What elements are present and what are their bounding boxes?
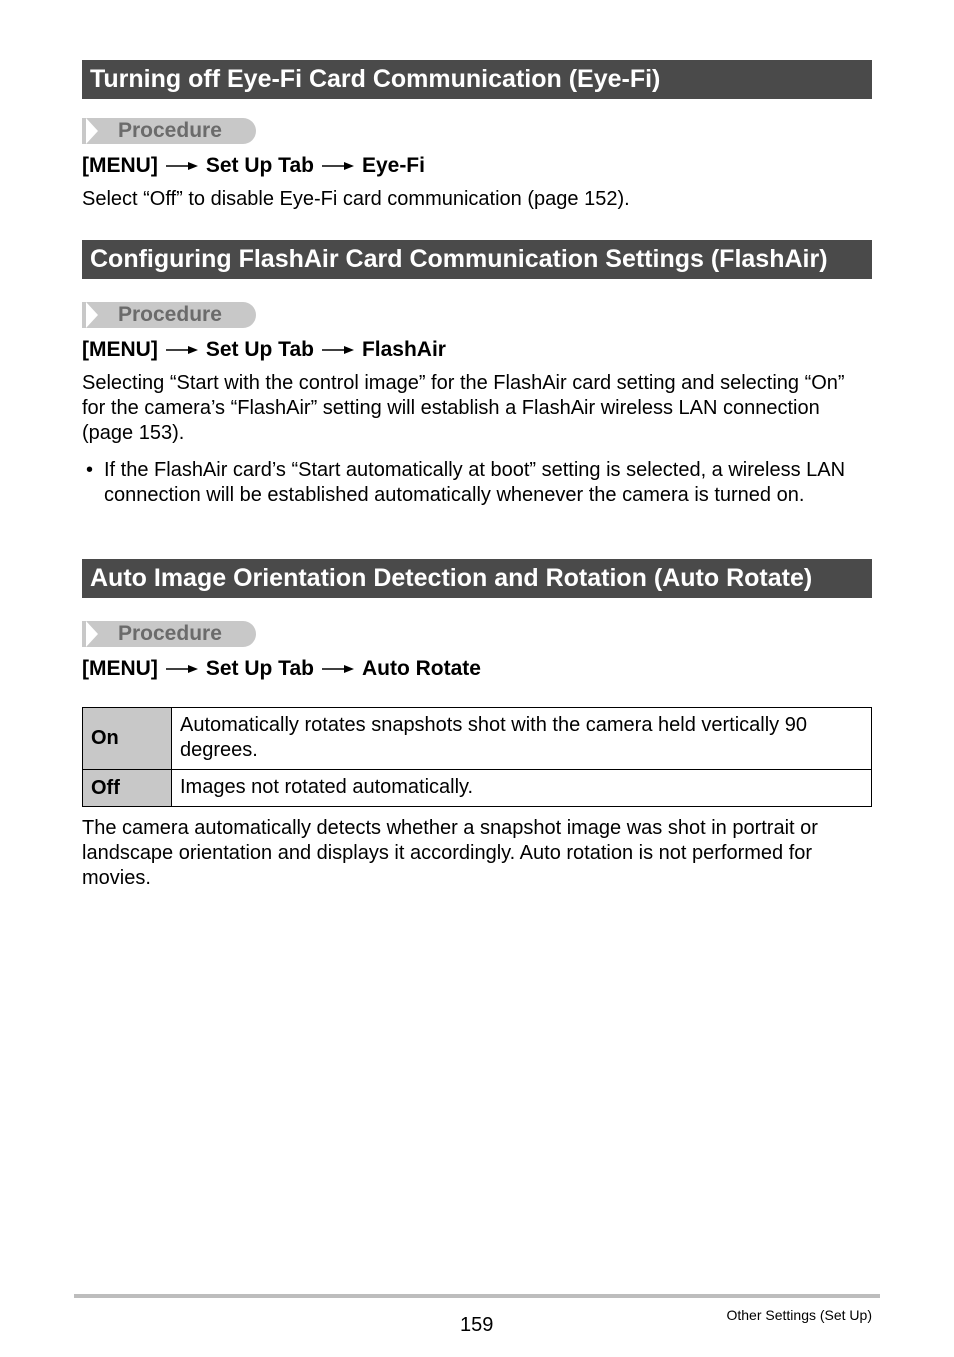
menu-path xyxy=(82,153,425,179)
arrow-right-icon xyxy=(166,345,198,355)
procedure-label: Procedure xyxy=(118,622,222,645)
option-description: Images not rotated automatically. xyxy=(172,770,872,807)
menu-path-step: [MENU] xyxy=(82,657,158,680)
section-title-auto-rotate: Auto Image Orientation Detection and Rotation (Auto Rotate) xyxy=(82,559,872,598)
menu-path-step: [MENU] xyxy=(82,154,158,177)
menu-path-step: Set Up Tab xyxy=(205,657,314,680)
menu-path-step: Set Up Tab xyxy=(205,154,314,177)
page-number: 159 xyxy=(460,1314,494,1336)
procedure-chevron-icon xyxy=(86,302,98,328)
option-key: Off xyxy=(83,770,172,807)
menu-path-step: Eye-Fi xyxy=(361,154,425,177)
table-row xyxy=(83,770,872,807)
body-paragraph: The camera automatically detects whether a snapshot image was shot in portrait or landscape orientation and displays it accordingly. Auto rotation is not performed for movies. xyxy=(82,817,818,889)
table-row xyxy=(83,708,872,770)
footer-divider xyxy=(74,1294,880,1298)
section-title-flashair: Configuring FlashAir Card Communication Settings (FlashAir) xyxy=(82,240,872,279)
footer-section-label: Other Settings (Set Up) xyxy=(726,1307,872,1323)
option-key: On xyxy=(83,708,172,770)
arrow-right-icon xyxy=(322,664,354,674)
procedure-label: Procedure xyxy=(118,303,222,326)
arrow-right-icon xyxy=(166,161,198,171)
procedure-label: Procedure xyxy=(118,119,222,142)
procedure-badge xyxy=(82,621,256,647)
menu-path xyxy=(82,337,446,363)
arrow-right-icon xyxy=(322,161,354,171)
menu-path-step: Auto Rotate xyxy=(361,657,481,680)
auto-rotate-options-table xyxy=(82,707,872,807)
procedure-chevron-icon xyxy=(86,118,98,144)
procedure-badge xyxy=(82,302,256,328)
bullet-text: If the FlashAir card’s “Start automatically at boot” setting is selected, a wireless LAN connection will be established automatically whenever the camera is turned on. xyxy=(104,459,846,506)
arrow-right-icon xyxy=(322,345,354,355)
menu-path-step: FlashAir xyxy=(361,338,446,361)
procedure-chevron-icon xyxy=(86,621,98,647)
section-title-eye-fi: Turning off Eye-Fi Card Communication (Eye-Fi) xyxy=(82,60,872,99)
body-paragraph: Select “Off” to disable Eye-Fi card communication (page 152). xyxy=(82,188,630,210)
bullet-item xyxy=(82,458,872,508)
menu-path-step: [MENU] xyxy=(82,338,158,361)
body-paragraph: Selecting “Start with the control image” for the FlashAir card setting and selecting “On” for the camera’s “FlashAir” setting will establish a FlashAir wireless LAN connection (page 153). xyxy=(82,372,845,444)
arrow-right-icon xyxy=(166,664,198,674)
procedure-badge xyxy=(82,118,256,144)
menu-path xyxy=(82,656,481,682)
bullet-dot: • xyxy=(86,459,94,481)
option-description: Automatically rotates snapshots shot with the camera held vertically 90 degrees. xyxy=(172,708,872,770)
menu-path-step: Set Up Tab xyxy=(205,338,314,361)
